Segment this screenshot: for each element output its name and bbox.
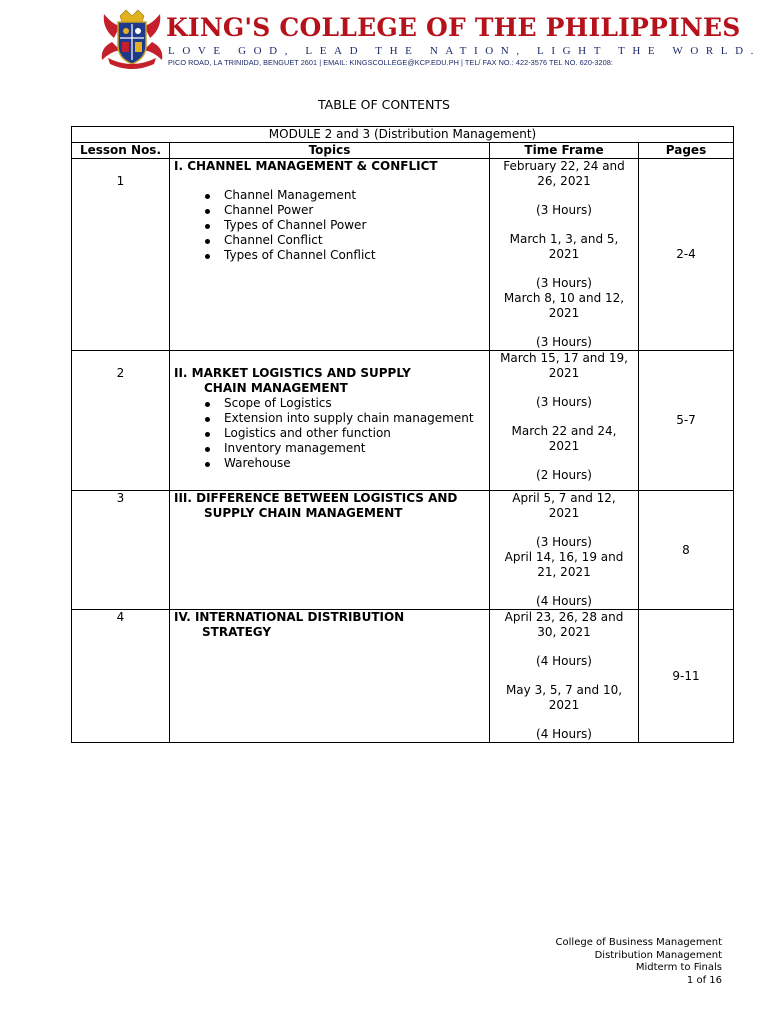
topic-title: I. CHANNEL MANAGEMENT & CONFLICT [174,159,438,173]
list-item: Scope of Logistics [224,396,489,411]
footer-term: Midterm to Finals [635,962,722,973]
table-row [72,159,734,351]
topic-cell [170,491,490,610]
page-footer [556,937,722,987]
table-row [72,491,734,610]
footer-course: Distribution Management [594,949,722,961]
list-item: Channel Conflict [224,233,489,248]
time-frame-cell: April 5, 7 and 12, 2021 (3 Hours) April 14, 16, 19 and 21, 2021 (4 Hours) [490,491,639,610]
school-motto: LOVE GOD, LEAD THE NATION, LIGHT THE WORLD. [168,45,762,57]
pages-cell: 5-7 [639,351,734,491]
list-item: Inventory management [224,441,489,456]
header-lesson: Lesson Nos. [72,143,170,159]
lesson-number: 4 [72,610,170,743]
time-frame-cell: February 22, 24 and 26, 2021 (3 Hours) March 1, 3, and 5, 2021 (3 Hours) March 8, 10 and 12, 2021 (3 Hours) [490,159,639,351]
table-of-contents [71,126,734,743]
module-title: MODULE 2 and 3 (Distribution Management) [72,127,734,143]
topic-list [174,188,489,263]
topic-title: III. DIFFERENCE BETWEEN LOGISTICS AND SUPPLY CHAIN MANAGEMENT [174,491,458,520]
list-item: Types of Channel Power [224,218,489,233]
footer-college: College of Business Management [555,937,722,948]
header-time-frame: Time Frame [490,143,639,159]
topic-title: IV. INTERNATIONAL DISTRIBUTION STRATEGY [174,610,405,639]
topic-cell [170,159,490,351]
topic-list [174,396,489,471]
lesson-number: 2 [72,351,170,491]
list-item: Types of Channel Conflict [224,248,489,263]
list-item: Extension into supply chain management [224,411,489,426]
lesson-number: 3 [72,491,170,610]
school-address: PICO ROAD, LA TRINIDAD, BENGUET 2601 | EMAIL: KINGSCOLLEGE@KCP.EDU.PH | TEL/ FAX NO.: 422-3576 TEL NO. 620-3208: [168,58,613,67]
table-row [72,610,734,743]
document-title: TABLE OF CONTENTS [317,97,450,112]
topic-title: II. MARKET LOGISTICS AND SUPPLY CHAIN MANAGEMENT [174,366,411,395]
school-name: KING'S COLLEGE OF THE PHILIPPINES [166,13,741,42]
topic-cell [170,610,490,743]
lesson-number: 1 [72,159,170,351]
pages-cell: 8 [639,491,734,610]
list-item: Warehouse [224,456,489,471]
list-item: Logistics and other function [224,426,489,441]
header-topics: Topics [170,143,490,159]
pages-cell: 9-11 [639,610,734,743]
college-crest-logo [100,8,164,70]
letterhead [100,8,762,70]
list-item: Channel Power [224,203,489,218]
topic-cell [170,351,490,491]
time-frame-cell: April 23, 26, 28 and 30, 2021 (4 Hours) May 3, 5, 7 and 10, 2021 (4 Hours) [490,610,639,743]
table-header-row [72,143,734,159]
list-item: Channel Management [224,188,489,203]
pages-cell: 2-4 [639,159,734,351]
page-number: 1 of 16 [686,974,722,986]
header-pages: Pages [639,143,734,159]
table-row [72,351,734,491]
module-title-row [72,127,734,143]
time-frame-cell: March 15, 17 and 19, 2021 (3 Hours) March 22 and 24, 2021 (2 Hours) [490,351,639,491]
